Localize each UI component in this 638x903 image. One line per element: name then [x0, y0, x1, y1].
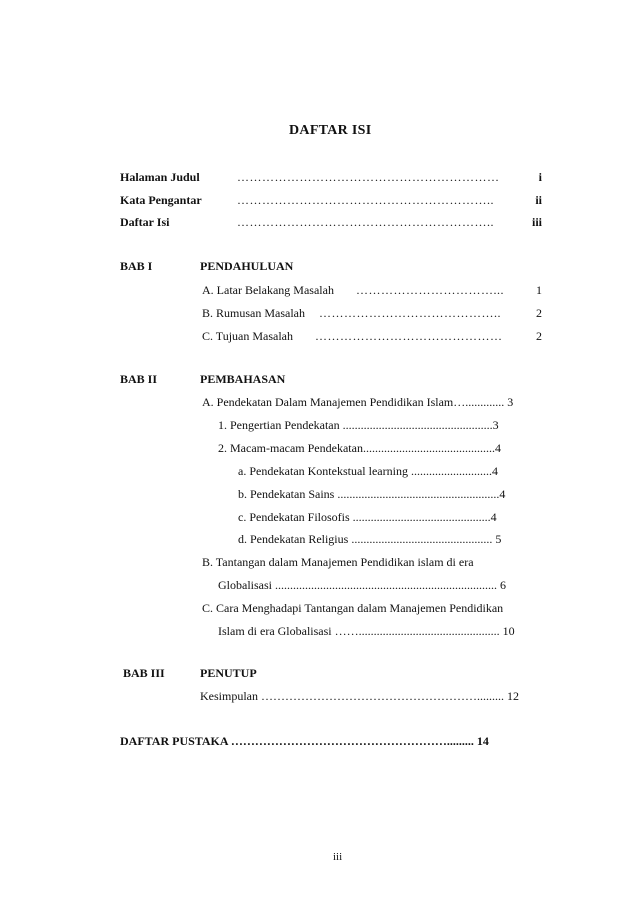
toc-label-kata-pengantar: Kata Pengantar: [120, 193, 202, 207]
toc-item-filosofis: c. Pendekatan Filosofis ..............................................4: [238, 510, 497, 524]
toc-item-religius: d. Pendekatan Religius ............................................... 5: [238, 532, 502, 546]
toc-dots: ……………………………………………………..: [237, 215, 494, 229]
chapter-heading-pembahasan: PEMBAHASAN: [200, 372, 286, 386]
toc-dots: ……………………………...: [356, 283, 504, 297]
chapter-code-bab-1: BAB I: [120, 259, 153, 273]
page-number: iii: [333, 851, 343, 863]
chapter-heading-penutup: PENUTUP: [200, 666, 257, 680]
toc-page-tujuan-masalah: 2: [536, 329, 542, 343]
toc-item-macam-pendekatan: 2. Macam-macam Pendekatan............................................4: [218, 441, 501, 455]
chapter-code-bab-3: BAB III: [123, 666, 165, 680]
toc-page-kata-pengantar: ii: [535, 193, 542, 207]
toc-item-pendekatan: A. Pendekatan Dalam Manajemen Pendidikan Islam…............. 3: [202, 395, 514, 409]
toc-daftar-pustaka: DAFTAR PUSTAKA ………………………………………………......... 14: [120, 734, 489, 748]
toc-item-pengertian-pendekatan: 1. Pengertian Pendekatan ..................................................3: [218, 418, 499, 432]
toc-page-rumusan-masalah: 2: [536, 306, 542, 320]
chapter-heading-pendahuluan: PENDAHULUAN: [200, 259, 294, 273]
toc-dots: ………………………………………: [315, 329, 503, 343]
toc-item-tujuan-masalah: C. Tujuan Masalah: [202, 329, 294, 343]
toc-item-cara-menghadapi-cont: Islam di era Globalisasi ……............................................... 10: [218, 624, 515, 638]
toc-item-kontekstual: a. Pendekatan Kontekstual learning ...........................4: [238, 464, 498, 478]
toc-dots: ……………………………………………………..: [237, 193, 494, 207]
page-title: DAFTAR ISI: [289, 123, 372, 138]
toc-dots: ………………………………………………………: [237, 170, 500, 184]
toc-label-daftar-isi: Daftar Isi: [120, 215, 170, 229]
toc-label-halaman-judul: Halaman Judul: [120, 170, 200, 184]
toc-item-cara-menghadapi: C. Cara Menghadapi Tantangan dalam Manajemen Pendidikan: [202, 601, 504, 615]
toc-page-halaman-judul: i: [538, 170, 542, 184]
toc-dots: ……………………………………..: [319, 306, 501, 320]
toc-page-daftar-isi: iii: [531, 215, 542, 229]
toc-page-latar-belakang: 1: [536, 283, 542, 297]
toc-item-rumusan-masalah: B. Rumusan Masalah: [202, 306, 305, 320]
toc-item-kesimpulan: Kesimpulan ………………………………………………......... 12: [200, 689, 519, 703]
toc-item-tantangan: B. Tantangan dalam Manajemen Pendidikan islam di era: [202, 555, 474, 569]
chapter-code-bab-2: BAB II: [120, 372, 158, 386]
toc-item-sains: b. Pendekatan Sains ......................................................4: [238, 487, 506, 501]
toc-item-tantangan-cont: Globalisasi .......................................................................... 6: [218, 578, 506, 592]
toc-item-latar-belakang: A. Latar Belakang Masalah: [202, 283, 334, 297]
